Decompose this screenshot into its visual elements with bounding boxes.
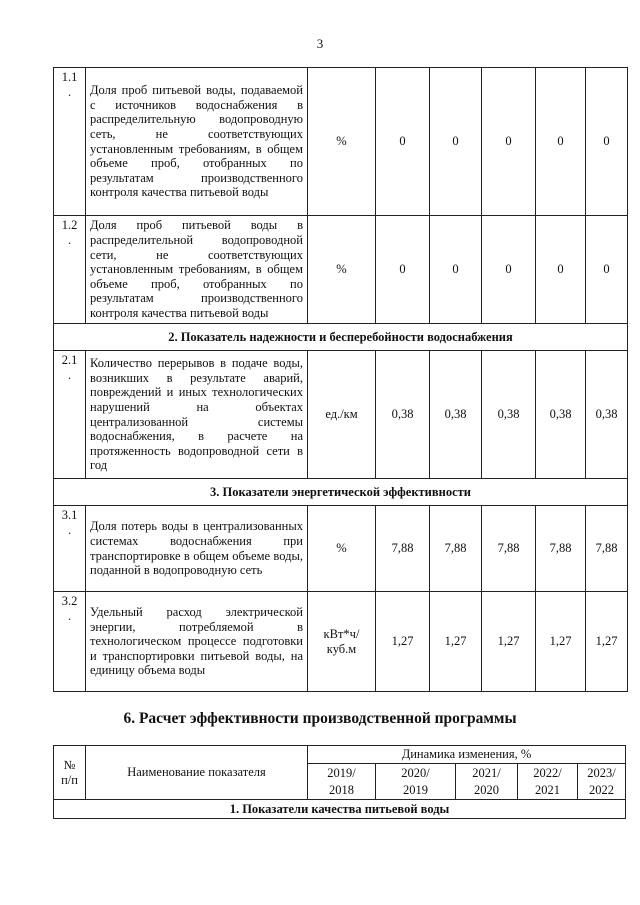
unit-cell: ед./км bbox=[308, 351, 376, 479]
indicator-description: Удельный расход электрической энергии, потребляемой в технологическом процессе подготовки и транспортировки питьевой воды, на единицу объема воды bbox=[86, 592, 308, 692]
value-cell: 7,88 bbox=[430, 506, 482, 592]
table-row bbox=[54, 351, 628, 479]
value-cell: 1,27 bbox=[482, 592, 536, 692]
unit-cell: % bbox=[308, 68, 376, 216]
page-number: 3 bbox=[316, 36, 324, 51]
unit-cell: % bbox=[308, 506, 376, 592]
table-row bbox=[54, 216, 628, 324]
value-cell: 7,88 bbox=[482, 506, 536, 592]
value-cell: 0,38 bbox=[586, 351, 628, 479]
period-header: 2022/ 2021 bbox=[518, 764, 578, 800]
value-cell: 1,27 bbox=[536, 592, 586, 692]
indicators-table bbox=[53, 67, 628, 692]
section-header-row bbox=[54, 479, 628, 506]
period-header: 2023/ 2022 bbox=[578, 764, 626, 800]
value-cell: 0 bbox=[536, 68, 586, 216]
value-cell: 0 bbox=[586, 68, 628, 216]
section-title: 3. Показатели энергетической эффективности bbox=[54, 479, 628, 506]
section-1-title: 1. Показатели качества питьевой воды bbox=[54, 800, 626, 819]
period-header: 2021/ 2020 bbox=[456, 764, 518, 800]
value-cell: 0,38 bbox=[482, 351, 536, 479]
value-cell: 0 bbox=[430, 68, 482, 216]
value-cell: 0 bbox=[430, 216, 482, 324]
section-header-row bbox=[54, 324, 628, 351]
indicator-description: Доля проб питьевой воды в распределительной водопроводной сети, не соответствующих установленным требованиям, в общем объеме проб, отобранных по результатам производственного контроля качества питьевой воды bbox=[86, 216, 308, 324]
indicator-description: Количество перерывов в подаче воды, возникших в результате аварий, повреждений и иных технологических нарушений на объектах централизованной системы водоснабжения, в расчете на протяженность водопроводной сети в год bbox=[86, 351, 308, 479]
dynamics-header: Динамика изменения, % bbox=[308, 746, 626, 764]
unit-cell: кВт*ч/ куб.м bbox=[308, 592, 376, 692]
value-cell: 0 bbox=[586, 216, 628, 324]
row-number: 3.1 . bbox=[54, 506, 86, 592]
section-title: 2. Показатель надежности и бесперебойности водоснабжения bbox=[54, 324, 628, 351]
value-cell: 1,27 bbox=[430, 592, 482, 692]
value-cell: 0 bbox=[482, 216, 536, 324]
value-cell: 1,27 bbox=[376, 592, 430, 692]
efficiency-table bbox=[53, 745, 626, 819]
value-cell: 0 bbox=[376, 216, 430, 324]
value-cell: 7,88 bbox=[376, 506, 430, 592]
value-cell: 7,88 bbox=[586, 506, 628, 592]
row-number: 2.1 . bbox=[54, 351, 86, 479]
num-header: № п/п bbox=[54, 746, 86, 800]
value-cell: 1,27 bbox=[586, 592, 628, 692]
table-row bbox=[54, 68, 628, 216]
value-cell: 0,38 bbox=[536, 351, 586, 479]
value-cell: 0 bbox=[536, 216, 586, 324]
period-header: 2020/ 2019 bbox=[376, 764, 456, 800]
value-cell: 0,38 bbox=[376, 351, 430, 479]
value-cell: 0 bbox=[482, 68, 536, 216]
table-row bbox=[54, 506, 628, 592]
row-number: 1.2 . bbox=[54, 216, 86, 324]
row-number: 3.2 . bbox=[54, 592, 86, 692]
value-cell: 0,38 bbox=[430, 351, 482, 479]
indicator-description: Доля потерь воды в централизованных системах водоснабжения при транспортировке в общем объеме воды, поданной в водопроводную сеть bbox=[86, 506, 308, 592]
name-header: Наименование показателя bbox=[86, 746, 308, 800]
unit-cell: % bbox=[308, 216, 376, 324]
table-row bbox=[54, 592, 628, 692]
value-cell: 7,88 bbox=[536, 506, 586, 592]
period-header: 2019/ 2018 bbox=[308, 764, 376, 800]
section-6-title: 6. Расчет эффективности производственной программы bbox=[123, 710, 517, 727]
indicator-description: Доля проб питьевой воды, подаваемой с источников водоснабжения в распределительную водопроводную сеть, не соответствующих установленным требованиям, в общем объеме проб, отобранных по результатам производственного контроля качества питьевой воды bbox=[86, 68, 308, 216]
value-cell: 0 bbox=[376, 68, 430, 216]
row-number: 1.1 . bbox=[54, 68, 86, 216]
